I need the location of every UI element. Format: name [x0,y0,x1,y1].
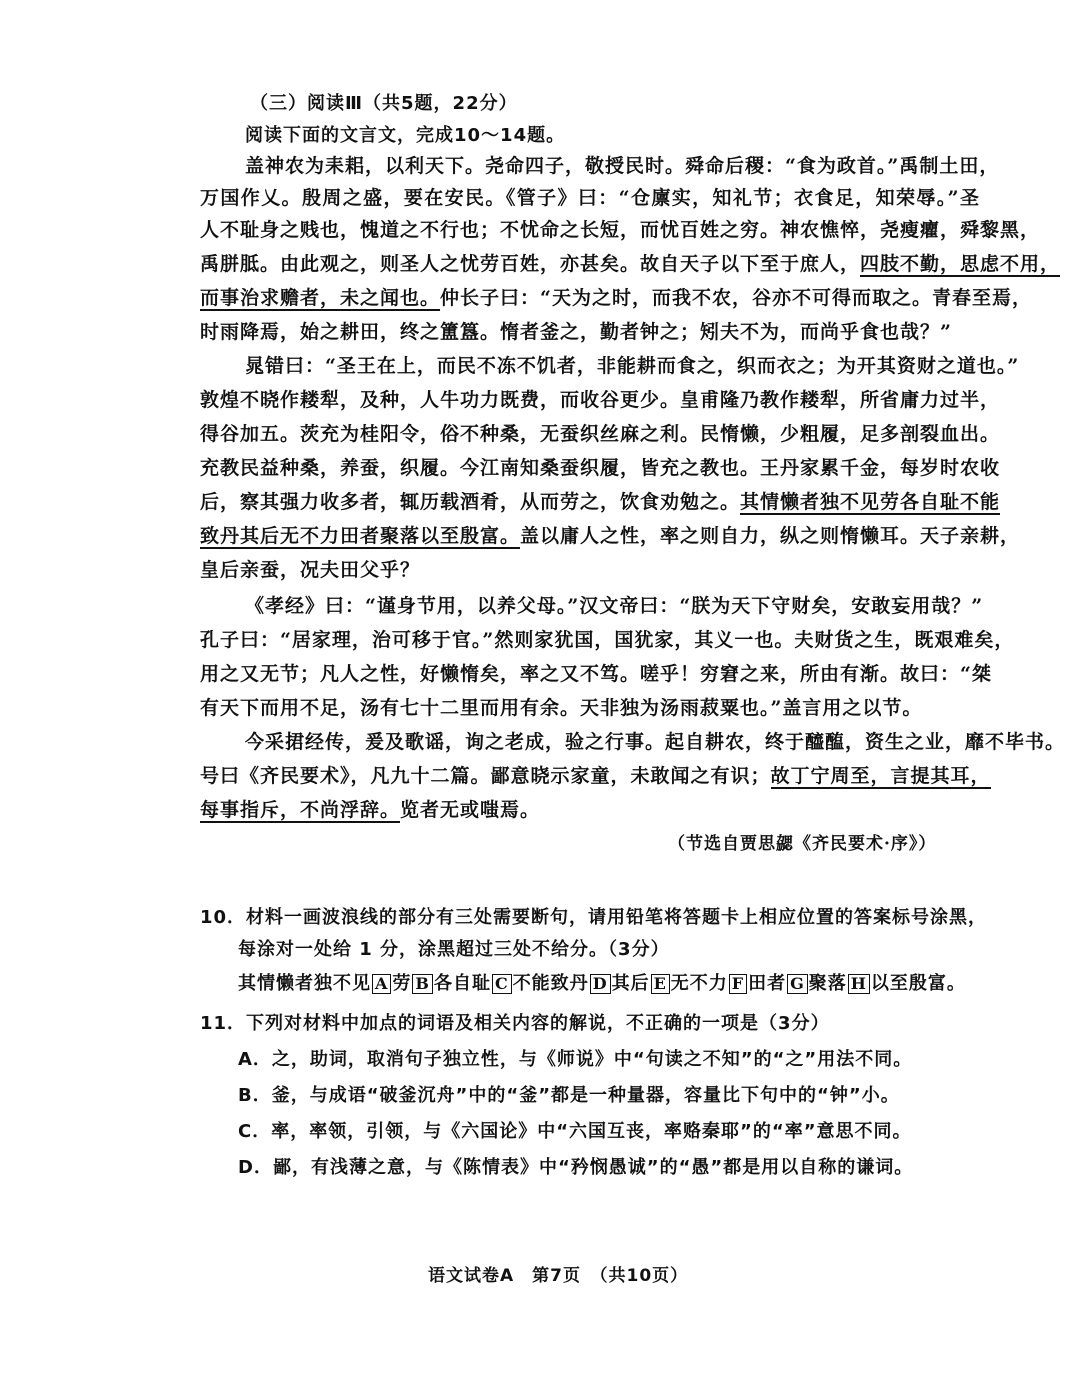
passage-line: 今采捃经传，爰及歌谣，询之老成，验之行事。起自耕农，终于醯醢，资生之业，靡不毕书。 [245,731,1066,753]
passage-line [200,252,1060,276]
sentence-segment: 各自耻 [433,973,491,994]
passage-line [200,286,1032,310]
passage-line [200,764,991,788]
page-footer: 语文试卷A 第7页 （共10页） [428,1266,689,1286]
question-10-stem: 10．材料一画波浪线的部分有三处需要断句，请用铅笔将答题卡上相应位置的答案标号涂黑， [200,907,988,928]
sentence-segment: 田者 [748,973,787,994]
passage-text: 后，察其强力收多者，辄历载酒肴，从而劳之，饮食劝勉之。 [200,491,741,513]
underlined-text: 每事指斥，不尚浮辞。 [200,799,401,821]
passage-line: 《孝经》曰：“谨身节用，以养父母。”汉文帝曰：“朕为天下守财矣，安敢妄用哉？” [245,595,984,617]
passage-source: （节选自贾思勰《齐民要术·序》） [668,834,937,854]
question-10-stem: 每涂对一处给 1 分，涂黑超过三处不给分。（3分） [238,939,670,960]
answer-box[interactable]: C [492,974,512,994]
underlined-text: 故丁宁周至，言提其耳， [770,765,991,787]
passage-line: 盖神农为耒耜，以利天下。尧命四子，敬授民时。舜命后稷：“食为政首。”禹制土田， [245,155,1000,177]
passage-line: 晁错曰：“圣王在上，而民不冻不饥者，非能耕而食之，织而衣之；为开其资财之道也。” [245,355,1020,377]
option-a[interactable]: A．之，助词，取消句子独立性，与《师说》中“句读之不知”的“之”用法不同。 [238,1049,913,1070]
passage-text: 禹胼胝。由此观之，则圣人之忧劳百姓，亦甚矣。故自天子以下至于庶人， [200,253,861,275]
section-title: （三）阅读Ⅲ（共5题，22分） [250,93,518,114]
passage-line: 皇后亲蚕，况夫田父乎？ [200,559,421,581]
answer-box[interactable]: E [651,974,670,994]
option-b[interactable]: B．釜，与成语“破釜沉舟”中的“釜”都是一种量器，容量比下句中的“钟”小。 [238,1085,900,1106]
passage-line: 充教民益种桑，养蚕，织履。今江南知桑蚕织履，皆充之教也。王丹家累千金，每岁时农收 [200,457,1001,479]
passage-line: 得谷加五。茨充为桂阳令，俗不种桑，无蚕织丝麻之利。民惰懒，少粗履，足多剖裂血出。 [200,423,1001,445]
answer-box[interactable]: H [848,974,870,994]
passage-text: 览者无或嗤焉。 [400,799,541,821]
passage-text: 仲长子曰：“天为之时，而我不农，谷亦不可得而取之。青春至焉， [440,287,1032,309]
passage-line [200,524,1020,548]
underlined-text: 而事治求赡者，未之闻也。 [200,287,441,309]
wavy-underlined-text: 其情懒者独不见劳各自耻不能 [740,491,1001,513]
passage-line: 孔子曰：“居家理，治可移于官。”然则家犹国，国犹家，其义一也。夫财货之生，既艰难矣， [200,629,1015,651]
sentence-segment: 劳 [392,973,412,994]
wavy-underlined-text: 致丹其后无不力田者聚落以至殷富。 [200,525,521,547]
answer-box[interactable]: G [787,974,808,994]
sentence-segment: 不能致丹 [512,973,589,994]
passage-line: 用之又无节；凡人之性，好懒惰矣，率之又不笃。嗟乎！穷窘之来，所由有渐。故曰：“桀 [200,663,992,685]
passage-text: 号曰《齐民要术》，凡九十二篇。鄙意晓示家童，未敢闻之有识； [200,765,771,787]
sentence-segment: 其后 [611,973,650,994]
passage-line: 时雨降焉，始之耕田，终之簠簋。惰者釜之，勤者钟之；矧夫不为，而尚乎食也哉？” [200,321,952,343]
passage-line: 敦煌不晓作耧犁，及种，人牛功力既费，而收谷更少。皇甫隆乃教作耧犁，所省庸力过半， [200,389,1001,411]
passage-line: 万国作乂。殷周之盛，要在安民。《管子》曰：“仓廪实，知礼节；衣食足，知荣辱。”圣 [200,187,980,209]
sentence-segment: 聚落 [808,973,847,994]
passage-line [200,798,540,822]
answer-box[interactable]: B [412,974,433,994]
sentence-segment: 其情懒者独不见 [238,973,371,994]
sentence-segment: 以至殷富。 [870,973,966,994]
answer-box[interactable]: A [372,974,391,994]
sentence-segment: 无不力 [670,973,728,994]
instruction: 阅读下面的文言文，完成10～14题。 [245,125,566,146]
answer-box[interactable]: F [729,974,747,994]
question-11-stem: 11．下列对材料中加点的词语及相关内容的解说，不正确的一项是（3分） [200,1013,830,1034]
underlined-text: 四肢不勤，思虑不用， [860,253,1061,275]
answer-box[interactable]: D [590,974,611,994]
passage-line [200,490,1000,514]
question-10-sentence [238,972,966,996]
passage-line: 有天下而用不足，汤有七十二里而用有余。天非独为汤雨菽粟也。”盖言用之以节。 [200,697,923,719]
option-d[interactable]: D．鄙，有浅薄之意，与《陈情表》中“矜悯愚诚”的“愚”都是用以自称的谦词。 [238,1157,914,1178]
option-c[interactable]: C．率，率领，引领，与《六国论》中“六国互丧，率赂秦耶”的“率”意思不同。 [238,1121,912,1142]
passage-line: 人不耻身之贱也，愧道之不行也；不忧命之长短，而忧百姓之穷。神农憔悴，尧瘦癯，舜黎黑， [200,219,1041,241]
passage-text: 盖以庸人之性，率之则自力，纵之则惰懒耳。天子亲耕， [520,525,1021,547]
